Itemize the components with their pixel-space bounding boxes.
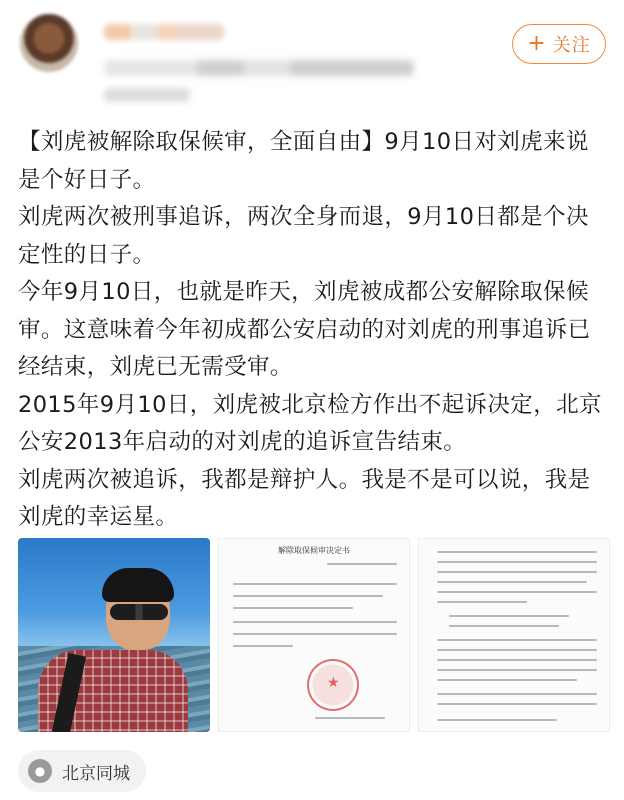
- doc-line: [437, 719, 557, 721]
- doc-line: [437, 679, 577, 681]
- doc-line: [437, 669, 597, 671]
- official-seal: [307, 659, 359, 711]
- doc-line: [449, 615, 569, 617]
- doc-line: [233, 607, 353, 609]
- doc-line: [437, 639, 597, 641]
- photo-thumbnail[interactable]: [18, 538, 210, 732]
- post-meta-blurred: [104, 60, 414, 76]
- post-paragraph: 刘虎两次被追诉，我都是辩护人。我是不是可以说，我是刘虎的幸运星。: [18, 466, 591, 530]
- post-paragraph: 今年9月10日，也就是昨天，刘虎被成都公安解除取保候审。这意味着今年初成都公安启动的对刘虎的刑事追诉已经结束，刘虎已无需受审。: [18, 279, 591, 380]
- doc-line: [437, 581, 587, 583]
- doc-line: [437, 659, 597, 661]
- doc-line: [233, 621, 397, 623]
- image-grid: [18, 538, 610, 732]
- post-header: [0, 0, 624, 120]
- post-text: [18, 124, 610, 537]
- post-source-blurred: [104, 88, 190, 102]
- location-chip[interactable]: [18, 750, 146, 792]
- follow-label: 关注: [552, 35, 591, 56]
- document-thumbnail-decision[interactable]: [218, 538, 410, 732]
- doc-line: [437, 703, 597, 705]
- doc-line: [437, 649, 597, 651]
- doc-line: [233, 595, 383, 597]
- doc-line: [327, 563, 397, 565]
- follow-button[interactable]: [512, 24, 606, 64]
- location-label: 北京同城: [62, 763, 130, 784]
- doc-line: [233, 633, 397, 635]
- post-paragraph: 【刘虎被解除取保候审，全面自由】9月10日对刘虎来说是个好日子。: [18, 129, 589, 193]
- doc-line: [437, 561, 597, 563]
- doc-line: [437, 693, 597, 695]
- doc-line: [315, 717, 385, 719]
- avatar[interactable]: [20, 14, 78, 72]
- doc-line: [437, 601, 527, 603]
- plus-icon: +: [527, 31, 547, 56]
- document-thumbnail-notice[interactable]: [418, 538, 610, 732]
- sunglasses: [110, 604, 168, 620]
- post-paragraph: 刘虎两次被刑事追诉，两次全身而退，9月10日都是个决定性的日子。: [18, 204, 589, 268]
- username-blurred[interactable]: [104, 24, 224, 40]
- person-hair: [102, 568, 174, 602]
- doc-line: [233, 645, 293, 647]
- location-pin-icon: ●: [28, 759, 52, 783]
- doc-line: [437, 551, 597, 553]
- doc-line: [233, 583, 397, 585]
- doc-line: [437, 591, 597, 593]
- post-paragraph: 2015年9月10日，刘虎被北京检方作出不起诉决定，北京公安2013年启动的对刘虎的追诉宣告结束。: [18, 391, 602, 455]
- document-title: 解除取保候审决定书: [278, 546, 350, 555]
- doc-line: [437, 571, 597, 573]
- doc-line: [449, 625, 559, 627]
